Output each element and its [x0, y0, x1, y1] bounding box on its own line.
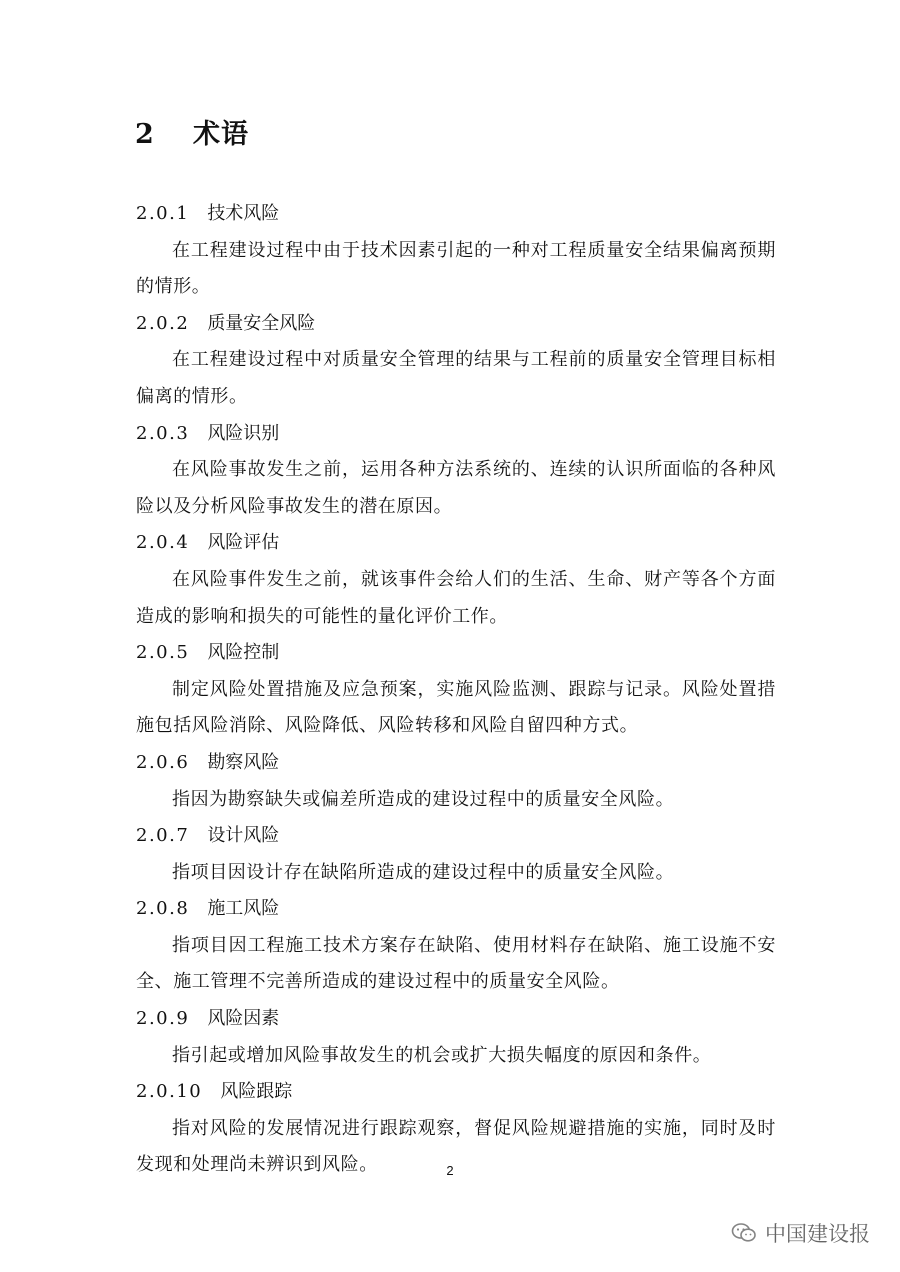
term-definition: 在风险事件发生之前，就该事件会给人们的生活、生命、财产等各个方面造成的影响和损失的可能性的量化评价工作。 [136, 568, 776, 627]
term-definition: 指项目因设计存在缺陷所造成的建设过程中的质量安全风险。 [172, 861, 675, 883]
term-number: 2.0.4 [136, 532, 190, 554]
term-definition: 指对风险的发展情况进行跟踪观察，督促风险规避措施的实施，同时及时发现和处理尚未辨识到风险。 [136, 1117, 776, 1176]
term-heading [136, 416, 776, 453]
term-definition: 制定风险处置措施及应急预案，实施风险监测、跟踪与记录。风险处置措施包括风险消除、风险降低、风险转移和风险自留四种方式。 [136, 678, 776, 737]
term-name: 勘察风险 [207, 751, 280, 773]
chapter-number: 2 [135, 119, 155, 150]
term-heading [136, 745, 776, 782]
term-number: 2.0.8 [136, 898, 190, 920]
term-heading [136, 818, 776, 855]
term-number: 2.0.6 [136, 751, 190, 773]
term-entry [136, 635, 776, 745]
term-name: 技术风险 [207, 203, 280, 224]
term-entry [136, 1001, 776, 1074]
term-definition: 指因为勘察缺失或偏差所造成的建设过程中的质量安全风险。 [172, 788, 675, 810]
term-entry [136, 196, 776, 306]
term-entry [136, 306, 776, 416]
chapter-title: 术语 [193, 119, 249, 150]
term-heading [136, 306, 776, 343]
term-name: 风险评估 [207, 532, 280, 554]
term-number: 2.0.3 [136, 422, 190, 444]
chapter-heading [135, 112, 249, 151]
watermark-text: 中国建设报 [765, 1223, 870, 1246]
term-entry [136, 891, 776, 1001]
term-definition: 指项目因工程施工技术方案存在缺陷、使用材料存在缺陷、施工设施不安全、施工管理不完善所造成的建设过程中的质量安全风险。 [136, 934, 776, 993]
term-entry [136, 818, 776, 891]
term-definition: 指引起或增加风险事故发生的机会或扩大损失幅度的原因和条件。 [172, 1044, 712, 1066]
term-number: 2.0.9 [136, 1008, 190, 1030]
term-number: 2.0.1 [136, 203, 190, 224]
term-number: 2.0.5 [136, 642, 190, 664]
term-name: 风险控制 [207, 642, 280, 664]
terms-list [136, 196, 776, 1184]
term-name: 设计风险 [207, 825, 280, 847]
term-heading [136, 891, 776, 928]
term-heading [136, 196, 776, 233]
term-number: 2.0.7 [136, 825, 190, 847]
term-definition: 在工程建设过程中由于技术因素引起的一种对工程质量安全结果偏离预期的情形。 [136, 239, 776, 298]
term-entry [136, 416, 776, 526]
term-number: 2.0.10 [136, 1081, 203, 1103]
term-number: 2.0.2 [136, 312, 190, 334]
term-name: 施工风险 [207, 898, 280, 920]
term-name: 风险因素 [207, 1008, 280, 1030]
term-entry [136, 525, 776, 635]
term-name: 风险跟踪 [220, 1081, 293, 1103]
term-definition: 在风险事故发生之前，运用各种方法系统的、连续的认识所面临的各种风险以及分析风险事故发生的潜在原因。 [136, 459, 776, 517]
watermark [731, 1218, 870, 1248]
term-heading [136, 635, 776, 672]
term-heading [136, 1074, 776, 1111]
term-definition: 在工程建设过程中对质量安全管理的结果与工程前的质量安全管理目标相偏离的情形。 [136, 349, 776, 407]
term-name: 质量安全风险 [207, 312, 316, 334]
term-heading [136, 525, 776, 562]
wechat-icon [731, 1222, 757, 1244]
page-number: 2 [446, 1163, 454, 1178]
term-heading [136, 1001, 776, 1038]
term-name: 风险识别 [207, 422, 280, 444]
term-entry [136, 745, 776, 818]
